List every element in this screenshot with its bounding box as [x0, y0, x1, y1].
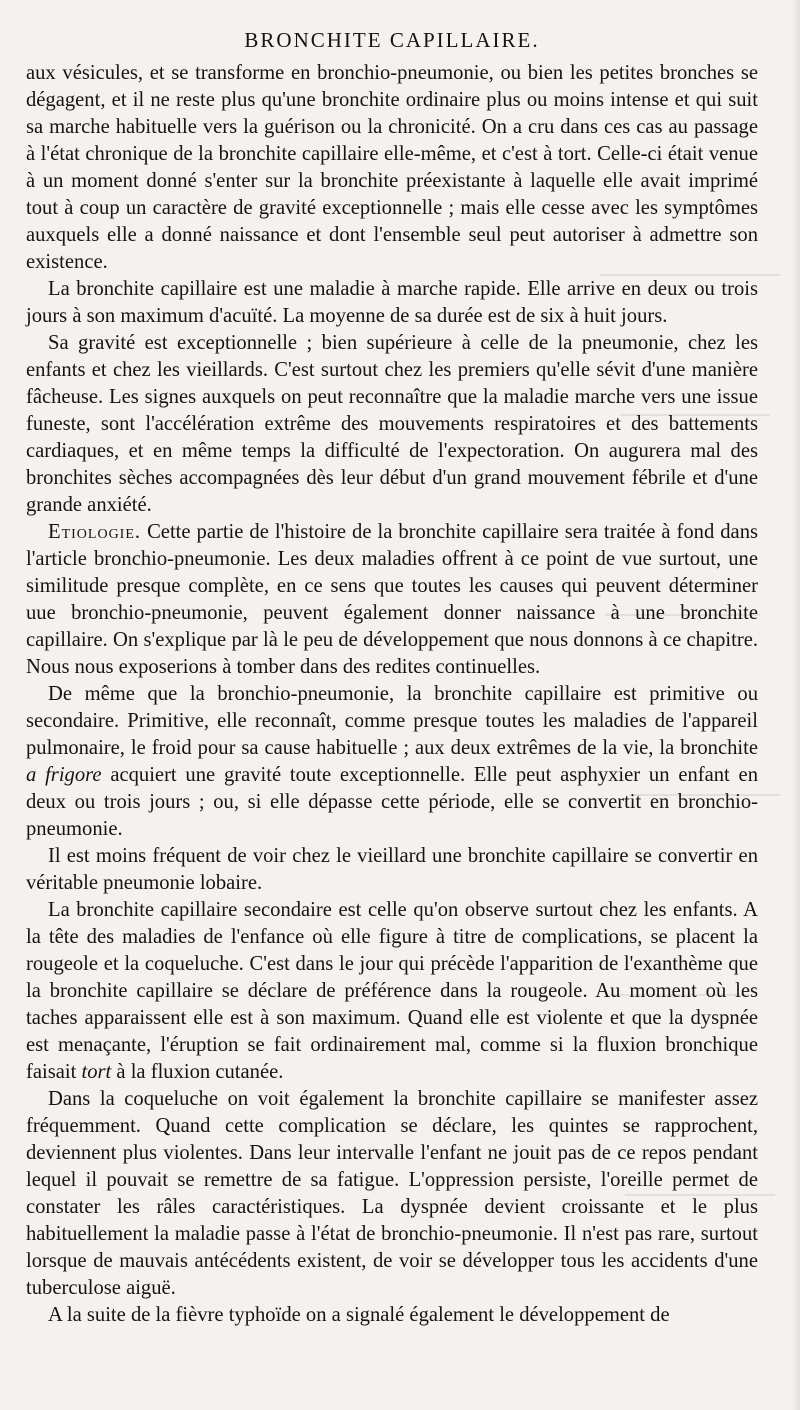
italic-tort: tort	[81, 1061, 112, 1083]
paragraph-secondaire-after: à la fluxion cutanée.	[116, 1061, 284, 1083]
paragraph-etiologie	[26, 519, 758, 681]
italic-a-frigore: a frigore	[26, 764, 102, 786]
paragraph-marche: La bronchite capillaire est une maladie à marche rapide. Elle arrive en deux ou trois jours à son maximum d'acuïté. La moyenne de sa durée est de six à huit jours.	[26, 278, 758, 327]
section-lead-etiologie: Etiologie.	[48, 521, 142, 543]
paragraph-coqueluche: Dans la coqueluche on voit également la bronchite capillaire se manifester assez fréquemment. Quand cette complication se déclare, les quintes se rapprochent, deviennent plus violentes. Dans leur intervalle l'enfant ne jouit pas de ce repos pendant lequel il pouvait se remettre de sa fatigue. L'oppression persiste, l'oreille permet de constater les râles caractéristiques. La dyspnée devient croissante et le plus habituellement la maladie passe à l'état de bronchio-pneumonie. Il n'est pas rare, surtout lorsque de mauvais antécédents existent, de voir se développer tous les accidents d'une tuberculose aiguë.	[26, 1088, 758, 1299]
paragraph-primitive-before: De même que la bronchio-pneumonie, la bronchite capillaire est primitive ou secondaire. Primitive, elle reconnaît, comme presque toutes les maladies de l'appareil pulmonaire, le froid pour sa cause habituelle ; aux deux extrêmes de la vie, la bronchite	[26, 683, 758, 759]
running-header: BRONCHITE CAPILLAIRE.	[244, 28, 540, 52]
paragraph-secondaire	[26, 897, 758, 1086]
page-edge-shadow	[792, 0, 800, 1410]
paragraph-fievre-typhoide: A la suite de la fièvre typhoïde on a signalé également le développement de	[48, 1304, 670, 1326]
paragraph-etiologie-text: Cette partie de l'histoire de la bronchite capillaire sera traitée à fond dans l'article bronchio-pneumonie. Les deux maladies offrent à ce point de vue surtout, une similitude presque complète, en ce sens que toutes les causes qui peuvent déterminer uue bronchio-pneumonie, peuvent également donner naissance à une bronchite capillaire. On s'explique par là le peu de développement que nous donnons à ce chapitre. Nous nous exposerions à tomber dans des redites continuelles.	[26, 521, 758, 678]
page-body	[26, 60, 758, 1329]
paragraph-primitive-after: acquiert une gravité toute exceptionnelle. Elle peut asphyxier un enfant en deux ou trois jours ; ou, si elle dépasse cette période, elle se convertit en bronchio-pneumonie.	[26, 764, 758, 840]
paragraph-primitive	[26, 681, 758, 843]
paragraph-continuation: aux vésicules, et se transforme en bronchio-pneumonie, ou bien les petites bronches se dégagent, et il ne reste plus qu'une bronchite ordinaire plus ou moins intense et qui suit sa marche habituelle vers la guérison ou la chronicité. On a cru dans ces cas au passage à l'état chronique de la bronchite capillaire elle-même, et c'est à tort. Celle-ci était venue à un moment donné s'enter sur la bronchite préexistante à laquelle elle avait imprimé tout à coup un caractère de gravité exceptionnelle ; mais elle cesse avec les symptômes auxquels elle a donné naissance et dont l'ensemble seul peut autoriser à admettre son existence.	[26, 62, 758, 273]
paragraph-vieillard: Il est moins fréquent de voir chez le vieillard une bronchite capillaire se convertir en véritable pneumonie lobaire.	[26, 845, 758, 894]
paragraph-secondaire-before: La bronchite capillaire secondaire est celle qu'on observe surtout chez les enfants. A la tête des maladies de l'enfance où elle figure à titre de complications, se placent la rougeole et la coqueluche. C'est dans le jour qui précède l'apparition de l'exanthème que la bronchite capillaire se déclare de préférence dans la rougeole. Au moment où les taches apparaissent elle est à son maximum. Quand elle est violente et que la dyspnée est menaçante, l'éruption se fait ordinairement mal, comme si la fluxion bronchique faisait	[26, 899, 758, 1083]
paragraph-gravite: Sa gravité est exceptionnelle ; bien supérieure à celle de la pneumonie, chez les enfants et chez les vieillards. C'est surtout chez les premiers qu'elle sévit d'une manière fâcheuse. Les signes auxquels on peut reconnaître que la maladie marche vers une issue funeste, sont l'accélération extrême des mouvements respiratoires et des battements cardiaques, et en même temps la difficulté de l'expectoration. On augurera mal des bronchites sèches accompagnées dès leur début d'un grand mouvement fébrile et d'une grande anxiété.	[26, 332, 758, 516]
